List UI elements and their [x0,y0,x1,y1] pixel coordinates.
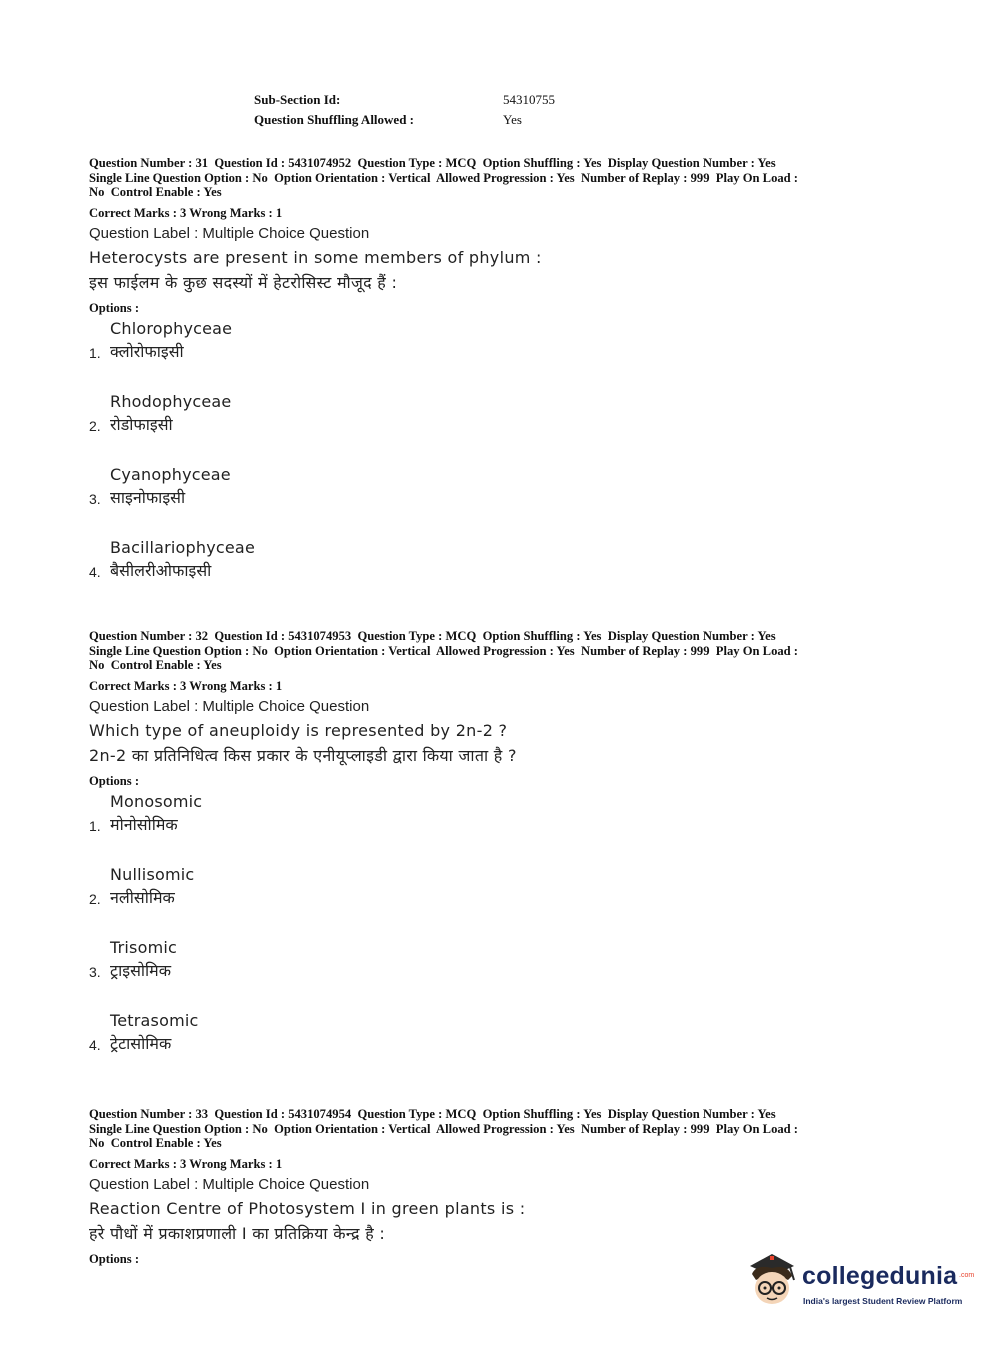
question-31 [89,156,919,607]
option-text-hindi: मोनोसोमिक [110,814,178,834]
option-number: 4. [89,1036,101,1053]
question-text-english: Heterocysts are present in some members of phylum : [89,247,542,267]
option-text-hindi: साइनोफाइसी [110,487,186,507]
option-number: 3. [89,490,101,507]
option-item [89,861,919,934]
logo-tagline: India's largest Student Review Platform [803,1296,963,1306]
option-number: 1. [89,817,101,834]
question-marks: Correct Marks : 3 Wrong Marks : 1 [89,1156,283,1171]
option-number: 4. [89,563,101,580]
option-text-english: Bacillariophyceae [110,537,255,557]
logo-domain-suffix: .com [959,1272,975,1279]
question-marks: Correct Marks : 3 Wrong Marks : 1 [89,678,283,693]
student-mascot-icon [742,1250,802,1310]
option-text-hindi: ट्रेटासोमिक [110,1033,172,1053]
question-32 [89,629,919,1080]
subsection-id-label: Sub-Section Id: [254,92,341,107]
question-label: Question Label : Multiple Choice Question [89,224,370,242]
option-number: 2. [89,890,101,907]
option-item [89,1007,919,1080]
option-item [89,315,919,388]
options-label: Options : [89,300,140,315]
option-text-english: Rhodophyceae [110,391,232,411]
collegedunia-logo [742,1250,975,1320]
option-item [89,934,919,1007]
question-text-english: Reaction Centre of Photosystem I in green plants is : [89,1198,526,1218]
options-label: Options : [89,1251,140,1266]
option-text-english: Nullisomic [110,864,195,884]
option-item [89,388,919,461]
question-text-hindi: इस फाईलम के कुछ सदस्यों में हेटरोसिस्ट मौजूद हैं : [89,272,398,292]
question-label: Question Label : Multiple Choice Question [89,1175,370,1193]
logo-wordmark: collegedunia [802,1262,958,1290]
option-text-english: Chlorophyceae [110,318,233,338]
question-shuffling-label: Question Shuffling Allowed : [254,112,415,127]
subsection-id-value: 54310755 [503,92,555,107]
option-item [89,788,919,861]
option-text-hindi: बैसीलरीओफाइसी [110,560,212,580]
question-text-hindi: 2n-2 का प्रतिनिधित्व किस प्रकार के एनीयूप्लाइडी द्वारा किया जाता है ? [89,745,517,765]
option-number: 1. [89,344,101,361]
option-item [89,534,919,607]
options-label: Options : [89,773,140,788]
option-number: 3. [89,963,101,980]
question-info: Question Number : 31 Question Id : 5431074952 Question Type : MCQ Option Shuffling : Yes Display Question Number : Yes Single Line Question Option : No Option Orientation : Vertical Allowed Progression : Yes Number of Replay : 999 Play On Load : No Control Enable : Yes [89,156,799,199]
question-text-english: Which type of aneuploidy is represented by 2n-2 ? [89,720,508,740]
option-text-english: Tetrasomic [110,1010,199,1030]
question-text-hindi: हरे पौधों में प्रकाशप्रणाली I का प्रतिक्रिया केन्द्र है : [89,1223,386,1243]
question-shuffling-value: Yes [503,112,522,127]
option-item [89,461,919,534]
option-text-hindi: ट्राइसोमिक [110,960,172,980]
option-text-english: Cyanophyceae [110,464,231,484]
option-text-english: Monosomic [110,791,203,811]
question-marks: Correct Marks : 3 Wrong Marks : 1 [89,205,283,220]
option-text-hindi: नलीसोमिक [110,887,175,907]
question-info: Question Number : 32 Question Id : 5431074953 Question Type : MCQ Option Shuffling : Yes Display Question Number : Yes Single Line Question Option : No Option Orientation : Vertical Allowed Progression : Yes Number of Replay : 999 Play On Load : No Control Enable : Yes [89,629,799,672]
option-text-english: Trisomic [110,937,177,957]
question-info: Question Number : 33 Question Id : 5431074954 Question Type : MCQ Option Shuffling : Yes Display Question Number : Yes Single Line Question Option : No Option Orientation : Vertical Allowed Progression : Yes Number of Replay : 999 Play On Load : No Control Enable : Yes [89,1107,799,1150]
option-number: 2. [89,417,101,434]
option-text-hindi: रोडोफाइसी [110,414,173,434]
question-33 [89,1107,919,1266]
question-label: Question Label : Multiple Choice Question [89,697,370,715]
option-text-hindi: क्लोरोफाइसी [110,341,184,361]
